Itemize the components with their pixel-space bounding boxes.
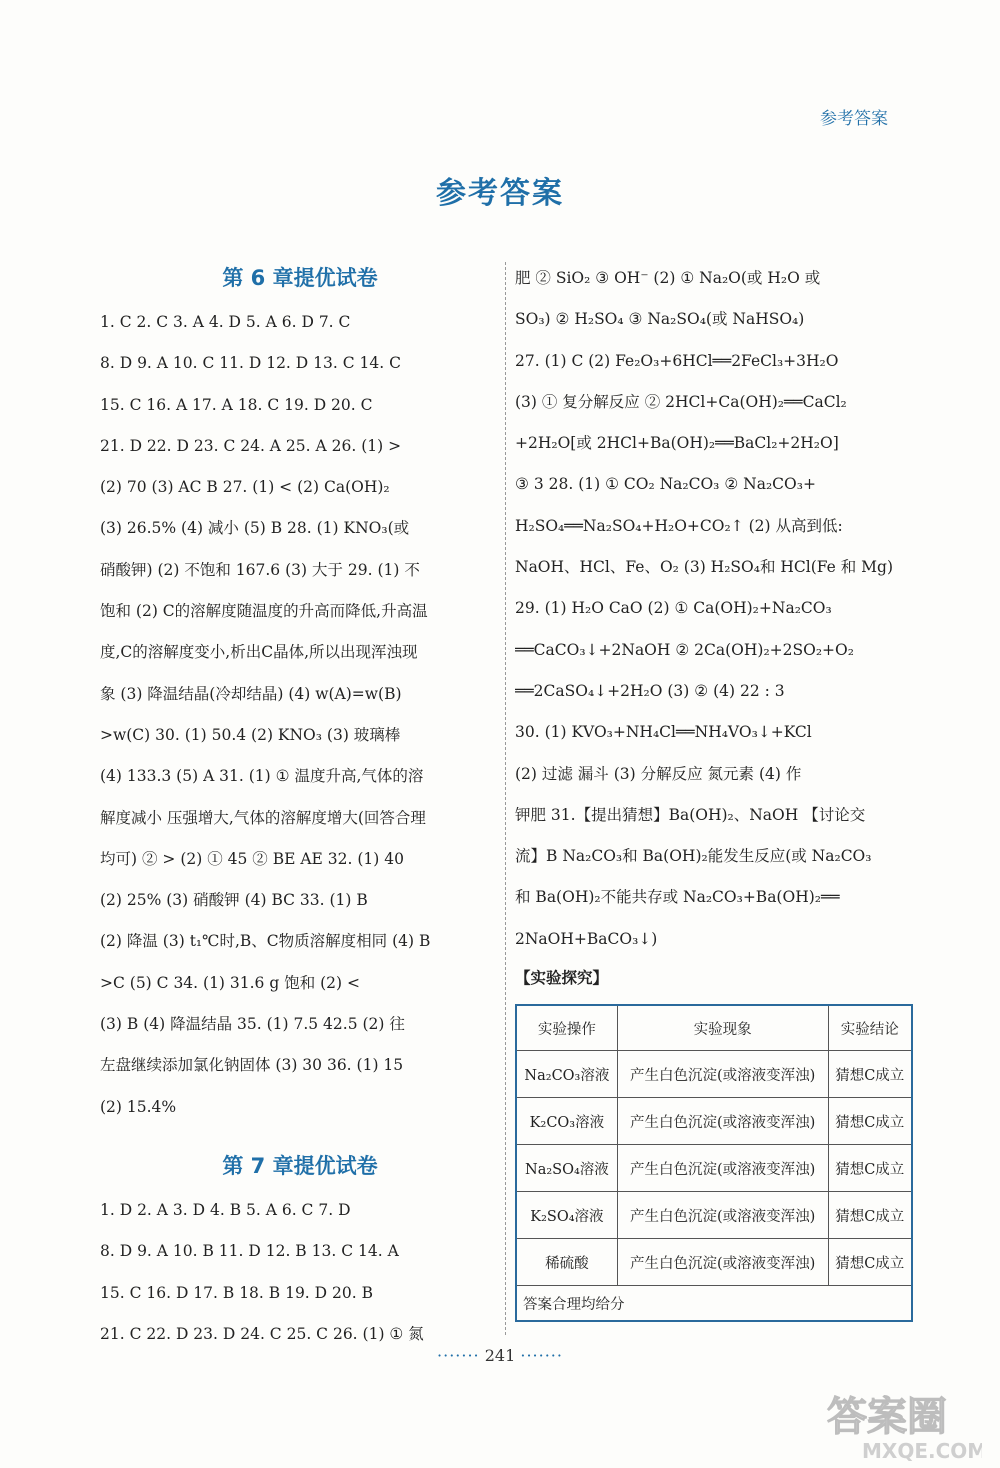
- answer-line: (2) 25% (3) 硝酸钾 (4) BC 33. (1) B: [100, 891, 368, 910]
- answer-line: 8. D 9. A 10. B 11. D 12. B 13. C 14. A: [100, 1242, 399, 1261]
- answer-line: NaOH、HCl、Fe、O₂ (3) H₂SO₄和 HCl(Fe 和 Mg): [515, 558, 894, 577]
- answer-line: SO₃) ② H₂SO₄ ③ Na₂SO₄(或 NaHSO₄): [515, 310, 805, 329]
- answer-line: 钾肥 31.【提出猜想】Ba(OH)₂、NaOH 【讨论交: [515, 805, 866, 824]
- left-column: [100, 258, 500, 1355]
- table-cell: 产生白色沉淀(或溶液变浑浊): [617, 1239, 828, 1286]
- table-header-cell: 实验现象: [617, 1005, 828, 1051]
- answer-line: 21. D 22. D 23. C 24. A 25. A 26. (1) >: [100, 436, 402, 455]
- column-divider: [505, 262, 506, 1335]
- table-row: [516, 1145, 912, 1192]
- table-cell: K₂SO₄溶液: [516, 1192, 617, 1239]
- page-dots-left: ·······: [437, 1346, 480, 1365]
- answer-line: 29. (1) H₂O CaO (2) ① Ca(OH)₂+Na₂CO₃: [515, 599, 832, 618]
- answer-line: (3) B (4) 降温结晶 35. (1) 7.5 42.5 (2) 往: [100, 1015, 405, 1034]
- right-column: [515, 258, 915, 1322]
- answer-line: ══CaCO₃↓+2NaOH ② 2Ca(OH)₂+2SO₂+O₂: [515, 640, 854, 659]
- answer-line: 21. C 22. D 23. D 24. C 25. C 26. (1) ① 氮: [100, 1324, 424, 1343]
- watermark-logo: [767, 1392, 982, 1464]
- table-header-cell: 实验结论: [828, 1005, 912, 1051]
- table-header-cell: 实验操作: [516, 1005, 617, 1051]
- answer-line: >C (5) C 34. (1) 31.6 g 饱和 (2) <: [100, 973, 360, 992]
- answer-line: (2) 70 (3) AC B 27. (1) < (2) Ca(OH)₂: [100, 478, 390, 497]
- ch7-answers-continued: [515, 258, 915, 960]
- watermark-icon: [767, 1392, 982, 1464]
- watermark-text: 答案圈: [827, 1394, 947, 1440]
- table-cell: Na₂SO₄溶液: [516, 1145, 617, 1192]
- answer-line: 饱和 (2) C的溶解度随温度的升高而降低,升高温: [100, 602, 428, 621]
- answer-line: >w(C) 30. (1) 50.4 (2) KNO₃ (3) 玻璃棒: [100, 725, 401, 744]
- answer-line: 1. D 2. A 3. D 4. B 5. A 6. C 7. D: [100, 1200, 351, 1219]
- table-cell: 产生白色沉淀(或溶液变浑浊): [617, 1051, 828, 1098]
- table-row: [516, 1051, 912, 1098]
- answer-line: ══2CaSO₄↓+2H₂O (3) ② (4) 22 : 3: [515, 681, 785, 700]
- answer-line: 解度减小 压强增大,气体的溶解度增大(回答合理: [100, 808, 426, 827]
- watermark-url: MXQE.COM: [862, 1439, 982, 1463]
- answer-line: 15. C 16. A 17. A 18. C 19. D 20. C: [100, 395, 373, 414]
- table-cell: 猜想C成立: [828, 1051, 912, 1098]
- table-cell: 产生白色沉淀(或溶液变浑浊): [617, 1145, 828, 1192]
- answer-line: (4) 133.3 (5) A 31. (1) ① 温度升高,气体的溶: [100, 767, 424, 786]
- answer-line: 度,C的溶解度变小,析出C晶体,所以出现浑浊现: [100, 643, 418, 662]
- answer-line: 1. C 2. C 3. A 4. D 5. A 6. D 7. C: [100, 313, 351, 331]
- section-title-ch6: 第 6 章提优试卷: [222, 266, 378, 290]
- table-cell: 产生白色沉淀(或溶液变浑浊): [617, 1098, 828, 1145]
- table-note: 答案合理均给分: [516, 1286, 912, 1322]
- answer-line: (2) 过滤 漏斗 (3) 分解反应 氮元素 (4) 作: [515, 764, 802, 783]
- answer-line: 30. (1) KVO₃+NH₄Cl══NH₄VO₃↓+KCl: [515, 723, 812, 742]
- ch6-answers: [100, 302, 500, 1128]
- answer-line: (2) 15.4%: [100, 1097, 177, 1116]
- answer-line: 象 (3) 降温结晶(冷却结晶) (4) w(A)=w(B): [100, 684, 402, 703]
- answer-line: 27. (1) C (2) Fe₂O₃+6HCl══2FeCl₃+3H₂O: [515, 351, 839, 370]
- table-cell: K₂CO₃溶液: [516, 1098, 617, 1145]
- answer-line: (3) 26.5% (4) 减小 (5) B 28. (1) KNO₃(或: [100, 519, 410, 538]
- section-title-ch7: 第 7 章提优试卷: [222, 1153, 378, 1178]
- answer-line: 均可) ② > (2) ① 45 ② BE AE 32. (1) 40: [100, 849, 404, 868]
- answer-line: ③ 3 28. (1) ① CO₂ Na₂CO₃ ② Na₂CO₃+: [515, 475, 816, 494]
- answer-line: 左盘继续添加氯化钠固体 (3) 30 36. (1) 15: [100, 1056, 404, 1075]
- answer-line: +2H₂O[或 2HCl+Ba(OH)₂══BaCl₂+2H₂O]: [515, 434, 839, 453]
- answer-line: 硝酸钾) (2) 不饱和 167.6 (3) 大于 29. (1) 不: [100, 560, 420, 579]
- page-number-value: 241: [484, 1346, 516, 1365]
- table-cell: 猜想C成立: [828, 1239, 912, 1286]
- header-label: 参考答案: [820, 109, 888, 129]
- table-row: [516, 1098, 912, 1145]
- table-cell: Na₂CO₃溶液: [516, 1051, 617, 1098]
- answer-line: 肥 ② SiO₂ ③ OH⁻ (2) ① Na₂O(或 H₂O 或: [515, 269, 821, 287]
- experiment-table: [515, 1004, 913, 1322]
- page-number: [0, 1346, 1000, 1365]
- ch7-answers: [100, 1190, 500, 1355]
- answer-line: (2) 降温 (3) t₁℃时,B、C物质溶解度相同 (4) B: [100, 932, 431, 951]
- answer-line: H₂SO₄══Na₂SO₄+H₂O+CO₂↑ (2) 从高到低:: [515, 516, 843, 535]
- table-cell: 猜想C成立: [828, 1145, 912, 1192]
- experiment-tag: 【实验探究】: [515, 968, 609, 988]
- answer-line: 15. C 16. D 17. B 18. B 19. D 20. B: [100, 1283, 373, 1302]
- table-row: [516, 1239, 912, 1286]
- answer-line: 流】B Na₂CO₃和 Ba(OH)₂能发生反应(或 Na₂CO₃: [515, 847, 872, 866]
- table-note-row: [516, 1286, 912, 1322]
- table-row: [516, 1192, 912, 1239]
- answer-line: (3) ① 复分解反应 ② 2HCl+Ca(OH)₂══CaCl₂: [515, 392, 847, 411]
- answer-line: 和 Ba(OH)₂不能共存或 Na₂CO₃+Ba(OH)₂══: [515, 888, 840, 907]
- answer-line: 8. D 9. A 10. C 11. D 12. D 13. C 14. C: [100, 354, 401, 373]
- table-cell: 猜想C成立: [828, 1192, 912, 1239]
- answer-line: 2NaOH+BaCO₃↓): [515, 929, 658, 948]
- page-dots-right: ·······: [520, 1346, 563, 1365]
- table-header-row: [516, 1005, 912, 1051]
- page-title: 参考答案: [436, 176, 564, 211]
- table-cell: 产生白色沉淀(或溶液变浑浊): [617, 1192, 828, 1239]
- table-cell: 稀硫酸: [516, 1239, 617, 1286]
- table-cell: 猜想C成立: [828, 1098, 912, 1145]
